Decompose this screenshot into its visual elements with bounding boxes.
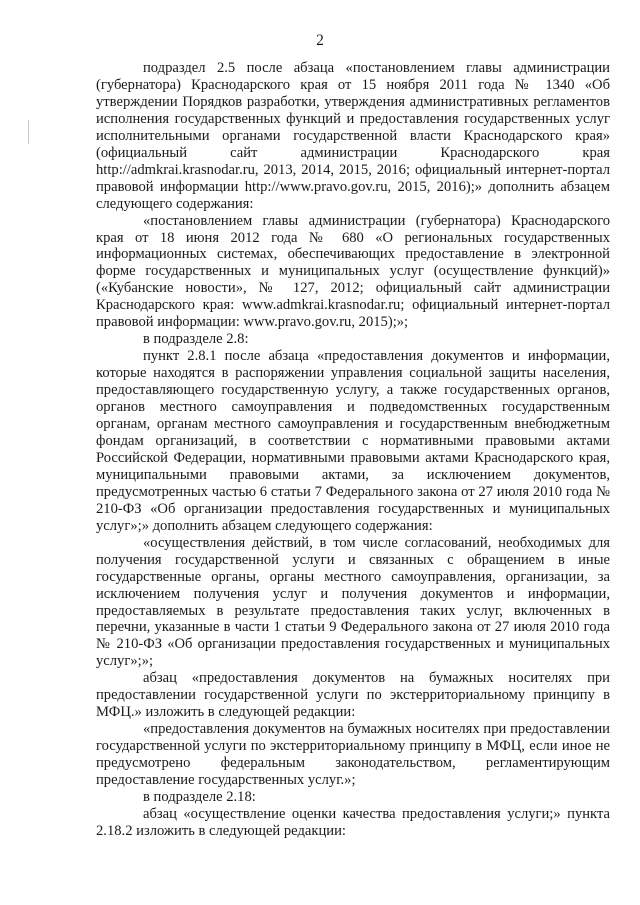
scan-artifact [28, 120, 29, 144]
page-number: 2 [316, 32, 324, 49]
paragraph-subsection-2-5: подраздел 2.5 после абзаца «постановлением главы администрации (губернатора) Краснодарского края от 15 ноября 2011 года № 1340 «Об утверждении Порядков разработки, утверждения административных регламентов исполнения государственных функций и предоставления государственных услуг исполнительными органами государственной власти Краснодарского края» (официальный сайт администрации Краснодарского края http://admkrai.krasnodar.ru, 2013, 2014, 2015, 2016; официальный интернет-портал правовой информации http://www.pravo.gov.ru, 2015, 2016);» дополнить абзацем следующего содержания: [96, 60, 610, 212]
paragraph-quoted-decree-680: «постановлением главы администрации (губернатора) Краснодарского края от 18 июня 2012 года № 680 «О региональных государственных информационных системах, обеспечивающих предоставление в электронной форме государственных и муниципальных услуг (осуществление функций)» («Кубанские новости», № 127, 2012; официальный сайт администрации Краснодарского края: www.admkrai.krasnodar.ru; официальный интернет-портал правовой информации: www.pravo.gov.ru, 2015);»; [96, 212, 610, 331]
paragraph-quoted-mfc: «предоставления документов на бумажных носителях при предоставлении государственной услуги по экстерриториальному принципу в МФЦ, если иное не предусмотрено федеральным законодательством, регламентирующим предоставление государственных услуг.»; [96, 721, 610, 789]
paragraph-subsection-2-8: в подразделе 2.8: [143, 331, 249, 348]
paragraph-subsection-2-18: в подразделе 2.18: [143, 788, 256, 805]
paragraph-quoted-actions: «осуществления действий, в том числе согласований, необходимых для получения государственной услуги и связанных с обращением в иные государственные органы, органы местного самоуправления, организации, за исключением получения услуг и получения документов и информации, предоставляемых в результате предоставления таких услуг, включенных в перечни, указанные в части 1 статьи 9 Федерального закона от 27 июля 2010 года № 210-ФЗ «Об организации предоставления государственных и муниципальных услуг»;»; [96, 534, 610, 670]
paragraph-item-2-8-1: пункт 2.8.1 после абзаца «предоставления документов и информации, которые находятся в распоряжении управления социальной защиты населения, предоставляющего государственную услугу, а также государственных органов, органов местного самоуправления и подведомственных государственным органам, органам местного самоуправления и государственным внебюджетным фондам организаций, в соответствии с нормативными правовыми актами Российской Федерации, нормативными правовыми актами Краснодарского края, муниципальными правовыми актами, за исключением документов, предусмотренных частью 6 статьи 7 Федерального закона от 27 июля 2010 года № 210-ФЗ «Об организации предоставления государственных и муниципальных услуг»;» дополнить абзацем следующего содержания: [96, 348, 610, 534]
paragraph-abzac-mfc: абзац «предоставления документов на бумажных носителях при предоставлении государственной услуги по экстерриториальному принципу в МФЦ.» изложить в следующей редакции: [96, 670, 610, 721]
paragraph-item-2-18-2: абзац «осуществление оценки качества предоставления услуги;» пункта 2.18.2 изложить в следующей редакции: [96, 805, 610, 839]
document-body [96, 60, 610, 840]
